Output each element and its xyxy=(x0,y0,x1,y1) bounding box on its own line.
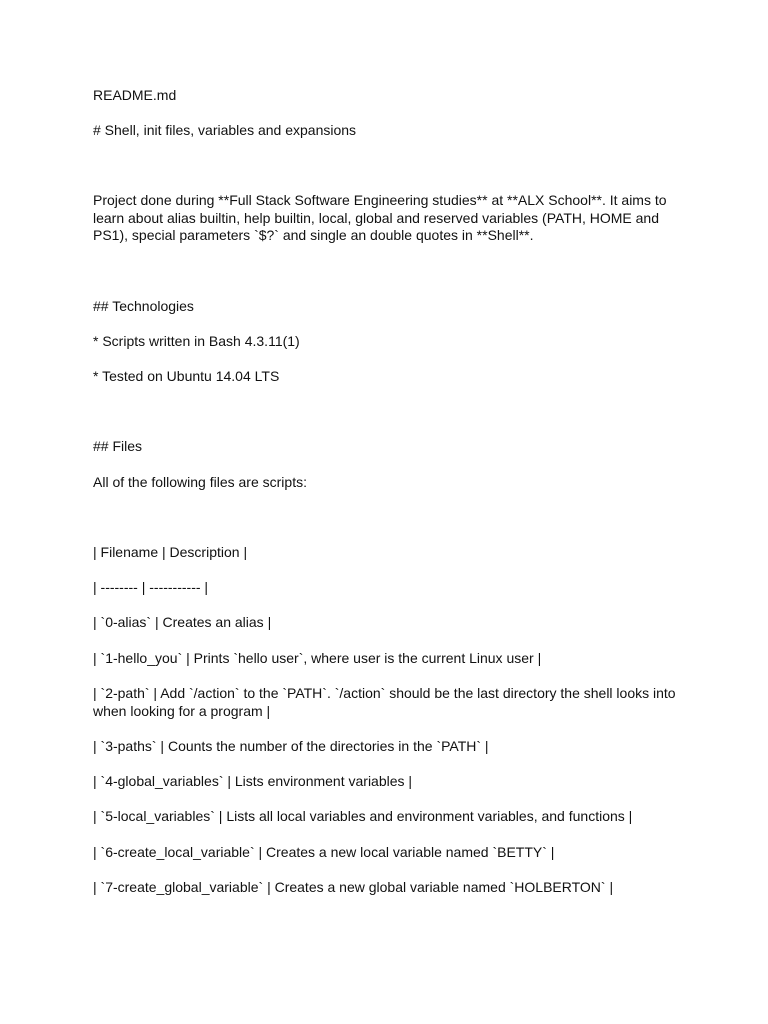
technology-item: * Scripts written in Bash 4.3.11(1) xyxy=(93,333,300,349)
files-intro: All of the following files are scripts: xyxy=(93,474,307,490)
table-row-line: | `4-global_variables` | Lists environment variables | xyxy=(93,773,413,789)
technologies-heading: ## Technologies xyxy=(93,298,194,314)
table-row-line: | `1-hello_you` | Prints `hello user`, where user is the current Linux user | xyxy=(93,650,542,666)
table-row-line: | `0-alias` | Creates an alias | xyxy=(93,614,272,630)
table-row-line: | `2-path` | Add `/action` to the `PATH`. `/action` should be the last directory the shell looks into when looking for a program | xyxy=(93,685,676,719)
table-separator-line: | -------- | ----------- | xyxy=(93,579,209,595)
files-heading: ## Files xyxy=(93,438,143,454)
table-row-line: | `6-create_local_variable` | Creates a new local variable named `BETTY` | xyxy=(93,844,555,860)
document-heading: # Shell, init files, variables and expansions xyxy=(93,122,357,138)
table-row-line: | `5-local_variables` | Lists all local variables and environment variables, and functions | xyxy=(93,808,633,824)
table-row-line: | `3-paths` | Counts the number of the directories in the `PATH` | xyxy=(93,738,489,754)
table-row-line: | `7-create_global_variable` | Creates a new global variable named `HOLBERTON` | xyxy=(93,879,614,895)
intro-paragraph: Project done during **Full Stack Software Engineering studies** at **ALX School**. It aims to learn about alias builtin, help builtin, local, global and reserved variables (PATH, HOME and PS1), special parameters `$?` and single an double quotes in **Shell**. xyxy=(93,192,667,243)
document-filename: README.md xyxy=(93,87,177,103)
table-header-line: | Filename | Description | xyxy=(93,544,248,560)
technology-item: * Tested on Ubuntu 14.04 LTS xyxy=(93,368,280,384)
